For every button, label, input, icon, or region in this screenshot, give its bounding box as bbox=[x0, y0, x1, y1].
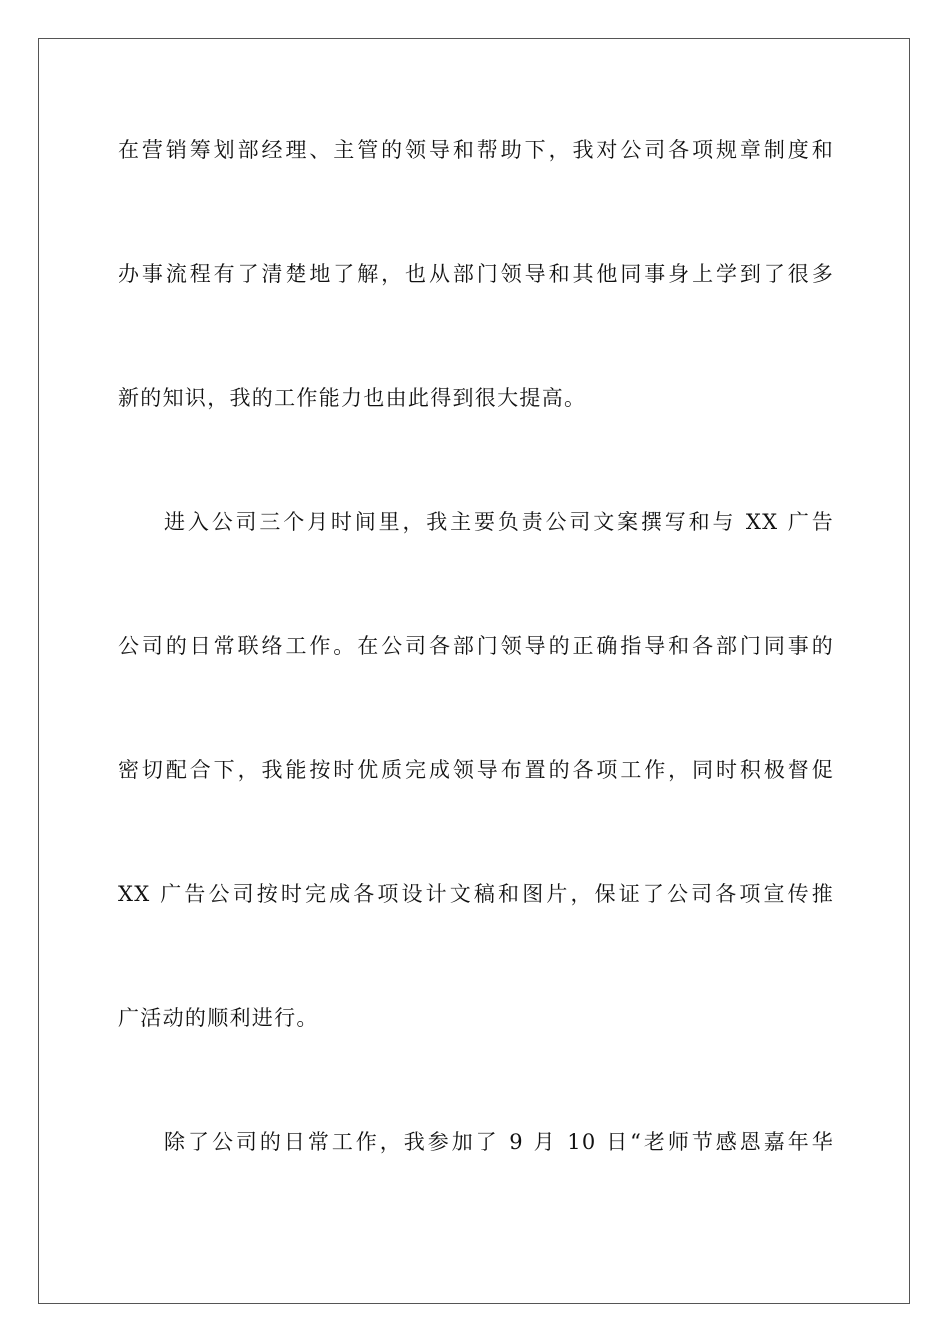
paragraph-3-line-1: 除了公司的日常工作，我参加了 9 月 10 日“老师节感恩嘉年华 bbox=[164, 1130, 834, 1154]
paragraph-1-line-3: 新的知识，我的工作能力也由此得到很大提高。 bbox=[118, 386, 587, 410]
paragraph-1-line-1: 在营销筹划部经理、主管的领导和帮助下，我对公司各项规章制度和 bbox=[118, 138, 834, 162]
paragraph-1-line-2: 办事流程有了清楚地了解，也从部门领导和其他同事身上学到了很多 bbox=[118, 262, 834, 286]
paragraph-2-line-5: 广活动的顺利进行。 bbox=[118, 1006, 319, 1030]
page-border bbox=[38, 38, 910, 1304]
paragraph-2-line-3: 密切配合下，我能按时优质完成领导布置的各项工作，同时积极督促 bbox=[118, 758, 834, 782]
paragraph-2-line-4: XX 广告公司按时完成各项设计文稿和图片，保证了公司各项宣传推 bbox=[118, 882, 834, 906]
paragraph-2-line-1: 进入公司三个月时间里，我主要负责公司文案撰写和与 XX 广告 bbox=[164, 510, 834, 534]
paragraph-2-line-2: 公司的日常联络工作。在公司各部门领导的正确指导和各部门同事的 bbox=[118, 634, 834, 658]
